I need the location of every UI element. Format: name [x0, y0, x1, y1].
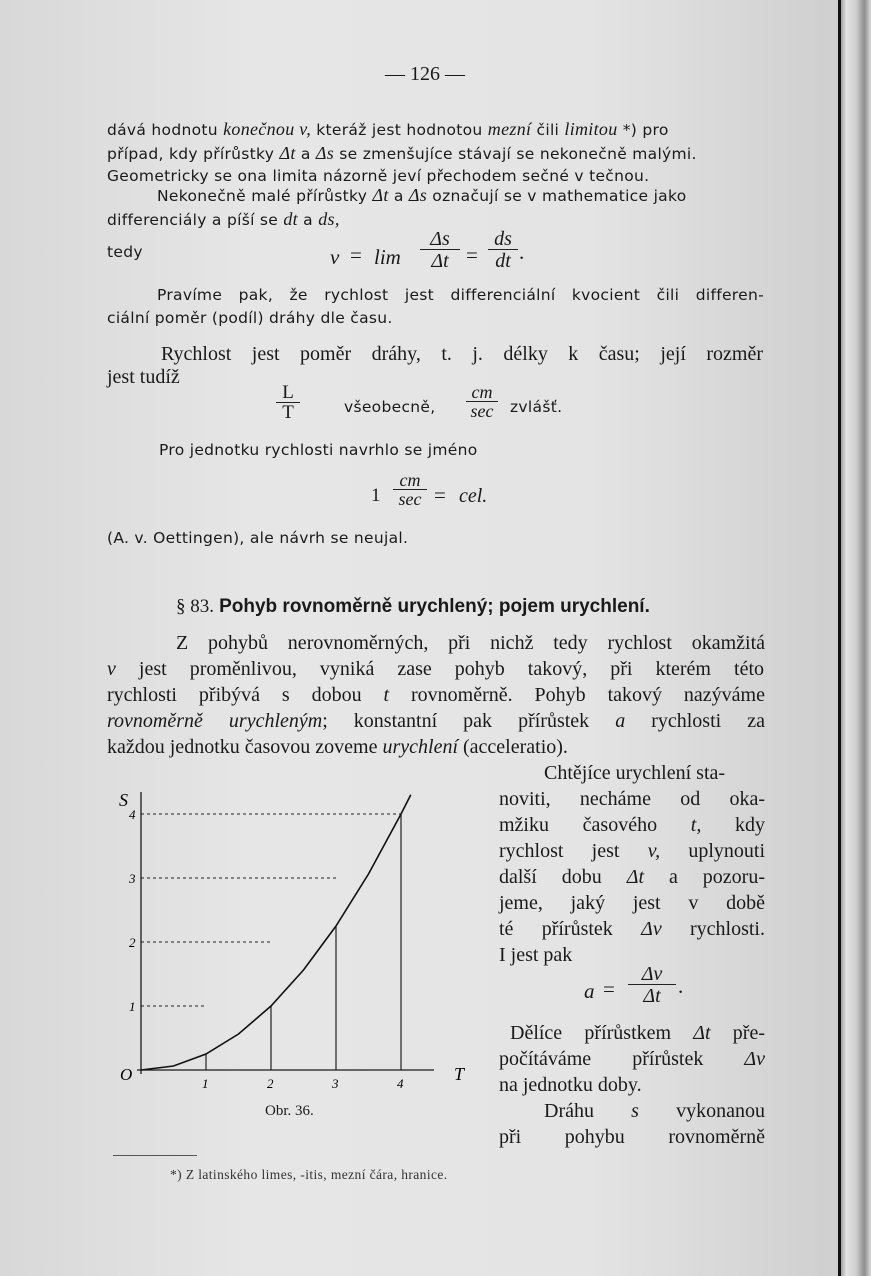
text-run: čili [531, 121, 565, 139]
text-run: Nekonečně malé přírůstky [157, 187, 373, 205]
figure-caption: Obr. 36. [265, 1103, 314, 1119]
text-run: vykonanou [638, 1100, 765, 1122]
y-tick-label: 2 [129, 935, 136, 950]
italic-term: limitou [564, 119, 618, 139]
text-run: a [295, 145, 316, 163]
text-line: jest tudíž [107, 366, 180, 388]
section-number: § 83. [176, 596, 214, 617]
page-number: — 126 — [385, 63, 465, 85]
text-line [499, 866, 765, 889]
text-line [157, 185, 686, 206]
text-run: rychlosti přibývá s dobou [107, 684, 384, 706]
math-symbol: a [615, 710, 626, 732]
italic-term: konečnou v, [223, 119, 312, 139]
section-heading [176, 596, 650, 618]
fraction-denominator: sec [393, 489, 427, 510]
binding-line [838, 0, 841, 1276]
text-line [107, 710, 765, 733]
text-run: dává hodnotu [107, 121, 224, 139]
section-title: Pohyb rovnoměrně urychlený; pojem urychlení. [219, 596, 650, 617]
italic-term: mezní [487, 119, 532, 139]
eq-rhs: cel. [459, 485, 488, 507]
text-line [510, 1022, 765, 1045]
math-symbol: Δt [693, 1022, 711, 1044]
math-symbol: Δt [626, 866, 644, 888]
math-symbol: v, [647, 840, 661, 862]
text-run: (acceleratio). [458, 736, 568, 758]
fraction-numerator: Δs [430, 228, 450, 250]
text-line [499, 1048, 765, 1071]
text-run: každou jednotku časovou zoveme [107, 736, 383, 758]
fraction-numerator: ds [494, 228, 512, 250]
eq-dot: . [678, 974, 684, 998]
text-line: I jest pak [499, 944, 573, 966]
math-symbol: t, [690, 814, 702, 836]
text-line [544, 1100, 765, 1123]
text-run: té přírůstek [499, 918, 642, 940]
math-symbol: dt [283, 209, 298, 229]
x-tick-label: 3 [332, 1076, 339, 1091]
text-line: Z pohybů nerovnoměrných, při nichž tedy rychlost okamžitá [176, 632, 765, 654]
text-run: další dobu [499, 866, 627, 888]
text-line: Chtějíce urychlení sta- [544, 762, 726, 784]
text-run: rovnoměrně. Pohyb takový nazýváme [389, 684, 765, 706]
text-line [107, 209, 340, 230]
eq-lim: lim [374, 245, 401, 269]
fraction-denominator: T [276, 402, 300, 424]
x-tick-labels [202, 1076, 404, 1091]
text-run: uplynouti [660, 840, 765, 862]
text-run: se zmenšujíce stávají se nekonečně malými. [334, 145, 697, 163]
fraction [466, 383, 498, 422]
x-tick-label: 2 [267, 1076, 274, 1091]
text-run: pře- [710, 1022, 765, 1044]
fraction [628, 964, 676, 1007]
eq-equals: = [350, 243, 362, 267]
fraction-numerator: cm [399, 470, 421, 490]
text-run: a [297, 211, 319, 229]
text-run: kdy [701, 814, 766, 836]
fraction-numerator: L [282, 382, 294, 403]
equation-lead: tedy [107, 243, 143, 261]
text-line: Pro jednotku rychlosti navrhlo se jméno [159, 441, 478, 459]
text-run: mžiku časového [499, 814, 691, 836]
eq-symbol: v [330, 245, 340, 269]
y-axis-label: S [119, 790, 128, 810]
text-line: Rychlost jest poměr dráhy, t. j. délky k času; její rozměr [161, 343, 763, 365]
text-line: Pravíme pak, že rychlost jest differenciální kvocient čili differen- [157, 286, 764, 304]
fraction-denominator: Δt [628, 984, 676, 1007]
text-line [107, 684, 765, 707]
text-run: Dělíce přírůstkem [510, 1022, 694, 1044]
equation-text: zvlášť. [510, 398, 563, 416]
eq-dot: . [519, 240, 525, 264]
y-tick-labels [128, 807, 136, 1014]
guide-lines [141, 814, 401, 1070]
fraction-denominator: sec [466, 401, 498, 422]
footnote: *) Z latinského limes, -itis, mezní čára, hranice. [170, 1167, 448, 1182]
text-run: kteráž jest hodnotou [311, 121, 488, 139]
fraction-denominator: dt [488, 249, 518, 272]
math-symbol: v [107, 658, 116, 680]
y-tick-label: 4 [129, 807, 136, 822]
text-line [107, 658, 764, 681]
math-symbol: Δt [372, 185, 389, 205]
text-line [499, 814, 765, 837]
equation-text: všeobecně, [344, 398, 436, 416]
y-tick-label: 3 [129, 871, 136, 886]
math-symbol: Δs [315, 143, 335, 163]
math-symbol: Δt [279, 143, 296, 163]
math-symbol: ds, [318, 209, 340, 229]
math-symbol: Δv [744, 1048, 765, 1070]
text-run: ; konstantní pak přírůstek [322, 710, 616, 732]
text-line: na jednotku doby. [499, 1074, 642, 1096]
text-run: jest proměnlivou, vyniká zase pohyb takový, při kterém této [115, 658, 764, 680]
text-run: Dráhu [544, 1100, 632, 1122]
math-symbol: Δs [408, 185, 428, 205]
parabola-curve [141, 795, 411, 1070]
text-run: případ, kdy přírůstky [107, 145, 280, 163]
figure-chart [108, 780, 488, 1100]
eq-one: 1 [371, 485, 381, 506]
text-line: Geometricky se ona limita názorně jeví přechodem sečné v tečnou. [107, 167, 650, 185]
math-symbol: Δv [641, 918, 662, 940]
fraction [420, 229, 460, 272]
italic-term: rovnoměrně urychleným [107, 710, 323, 732]
fraction [393, 471, 427, 510]
text-line [107, 143, 697, 164]
text-run: differenciály a píší se [107, 211, 284, 229]
text-run: označují se v mathematice jako [427, 187, 687, 205]
text-run: a pozoru- [644, 866, 765, 888]
eq-equals: = [434, 483, 446, 507]
fraction [488, 229, 518, 272]
text-line: ciální poměr (podíl) dráhy dle času. [107, 309, 393, 327]
text-line [499, 918, 765, 941]
italic-term: urychlení [382, 736, 458, 758]
text-run: *) pro [617, 121, 669, 139]
x-tick-label: 4 [397, 1076, 404, 1091]
fraction-numerator: cm [471, 382, 493, 402]
footnote-rule [113, 1155, 197, 1156]
text-run: a [388, 187, 409, 205]
fraction [276, 383, 300, 424]
text-run: rychlost jest [499, 840, 648, 862]
text-run: rychlosti. [661, 918, 765, 940]
text-line: jeme, jaký jest v době [499, 892, 765, 914]
text-line [107, 119, 761, 140]
text-line: při pohybu rovnoměrně [499, 1126, 765, 1148]
text-run: počítáváme přírůstek [499, 1048, 745, 1070]
eq-symbol: a [584, 979, 595, 1003]
text-run: rychlosti za [625, 710, 765, 732]
eq-equals: = [603, 977, 615, 1001]
text-line: noviti, necháme od oka- [499, 788, 765, 810]
y-tick-label: 1 [129, 999, 136, 1014]
text-line [107, 736, 568, 759]
text-line: (A. v. Oettingen), ale návrh se neujal. [107, 529, 409, 547]
eq-equals: = [466, 243, 478, 267]
page-edge [838, 0, 871, 1276]
math-symbol: s [631, 1100, 639, 1122]
fraction-denominator: Δt [420, 249, 460, 272]
math-symbol: t [383, 684, 390, 706]
x-axis-label: T [454, 1064, 465, 1084]
x-tick-label: 1 [202, 1076, 209, 1091]
text-line [499, 840, 765, 863]
origin-label: O [120, 1065, 133, 1084]
fraction-numerator: Δv [641, 963, 663, 985]
